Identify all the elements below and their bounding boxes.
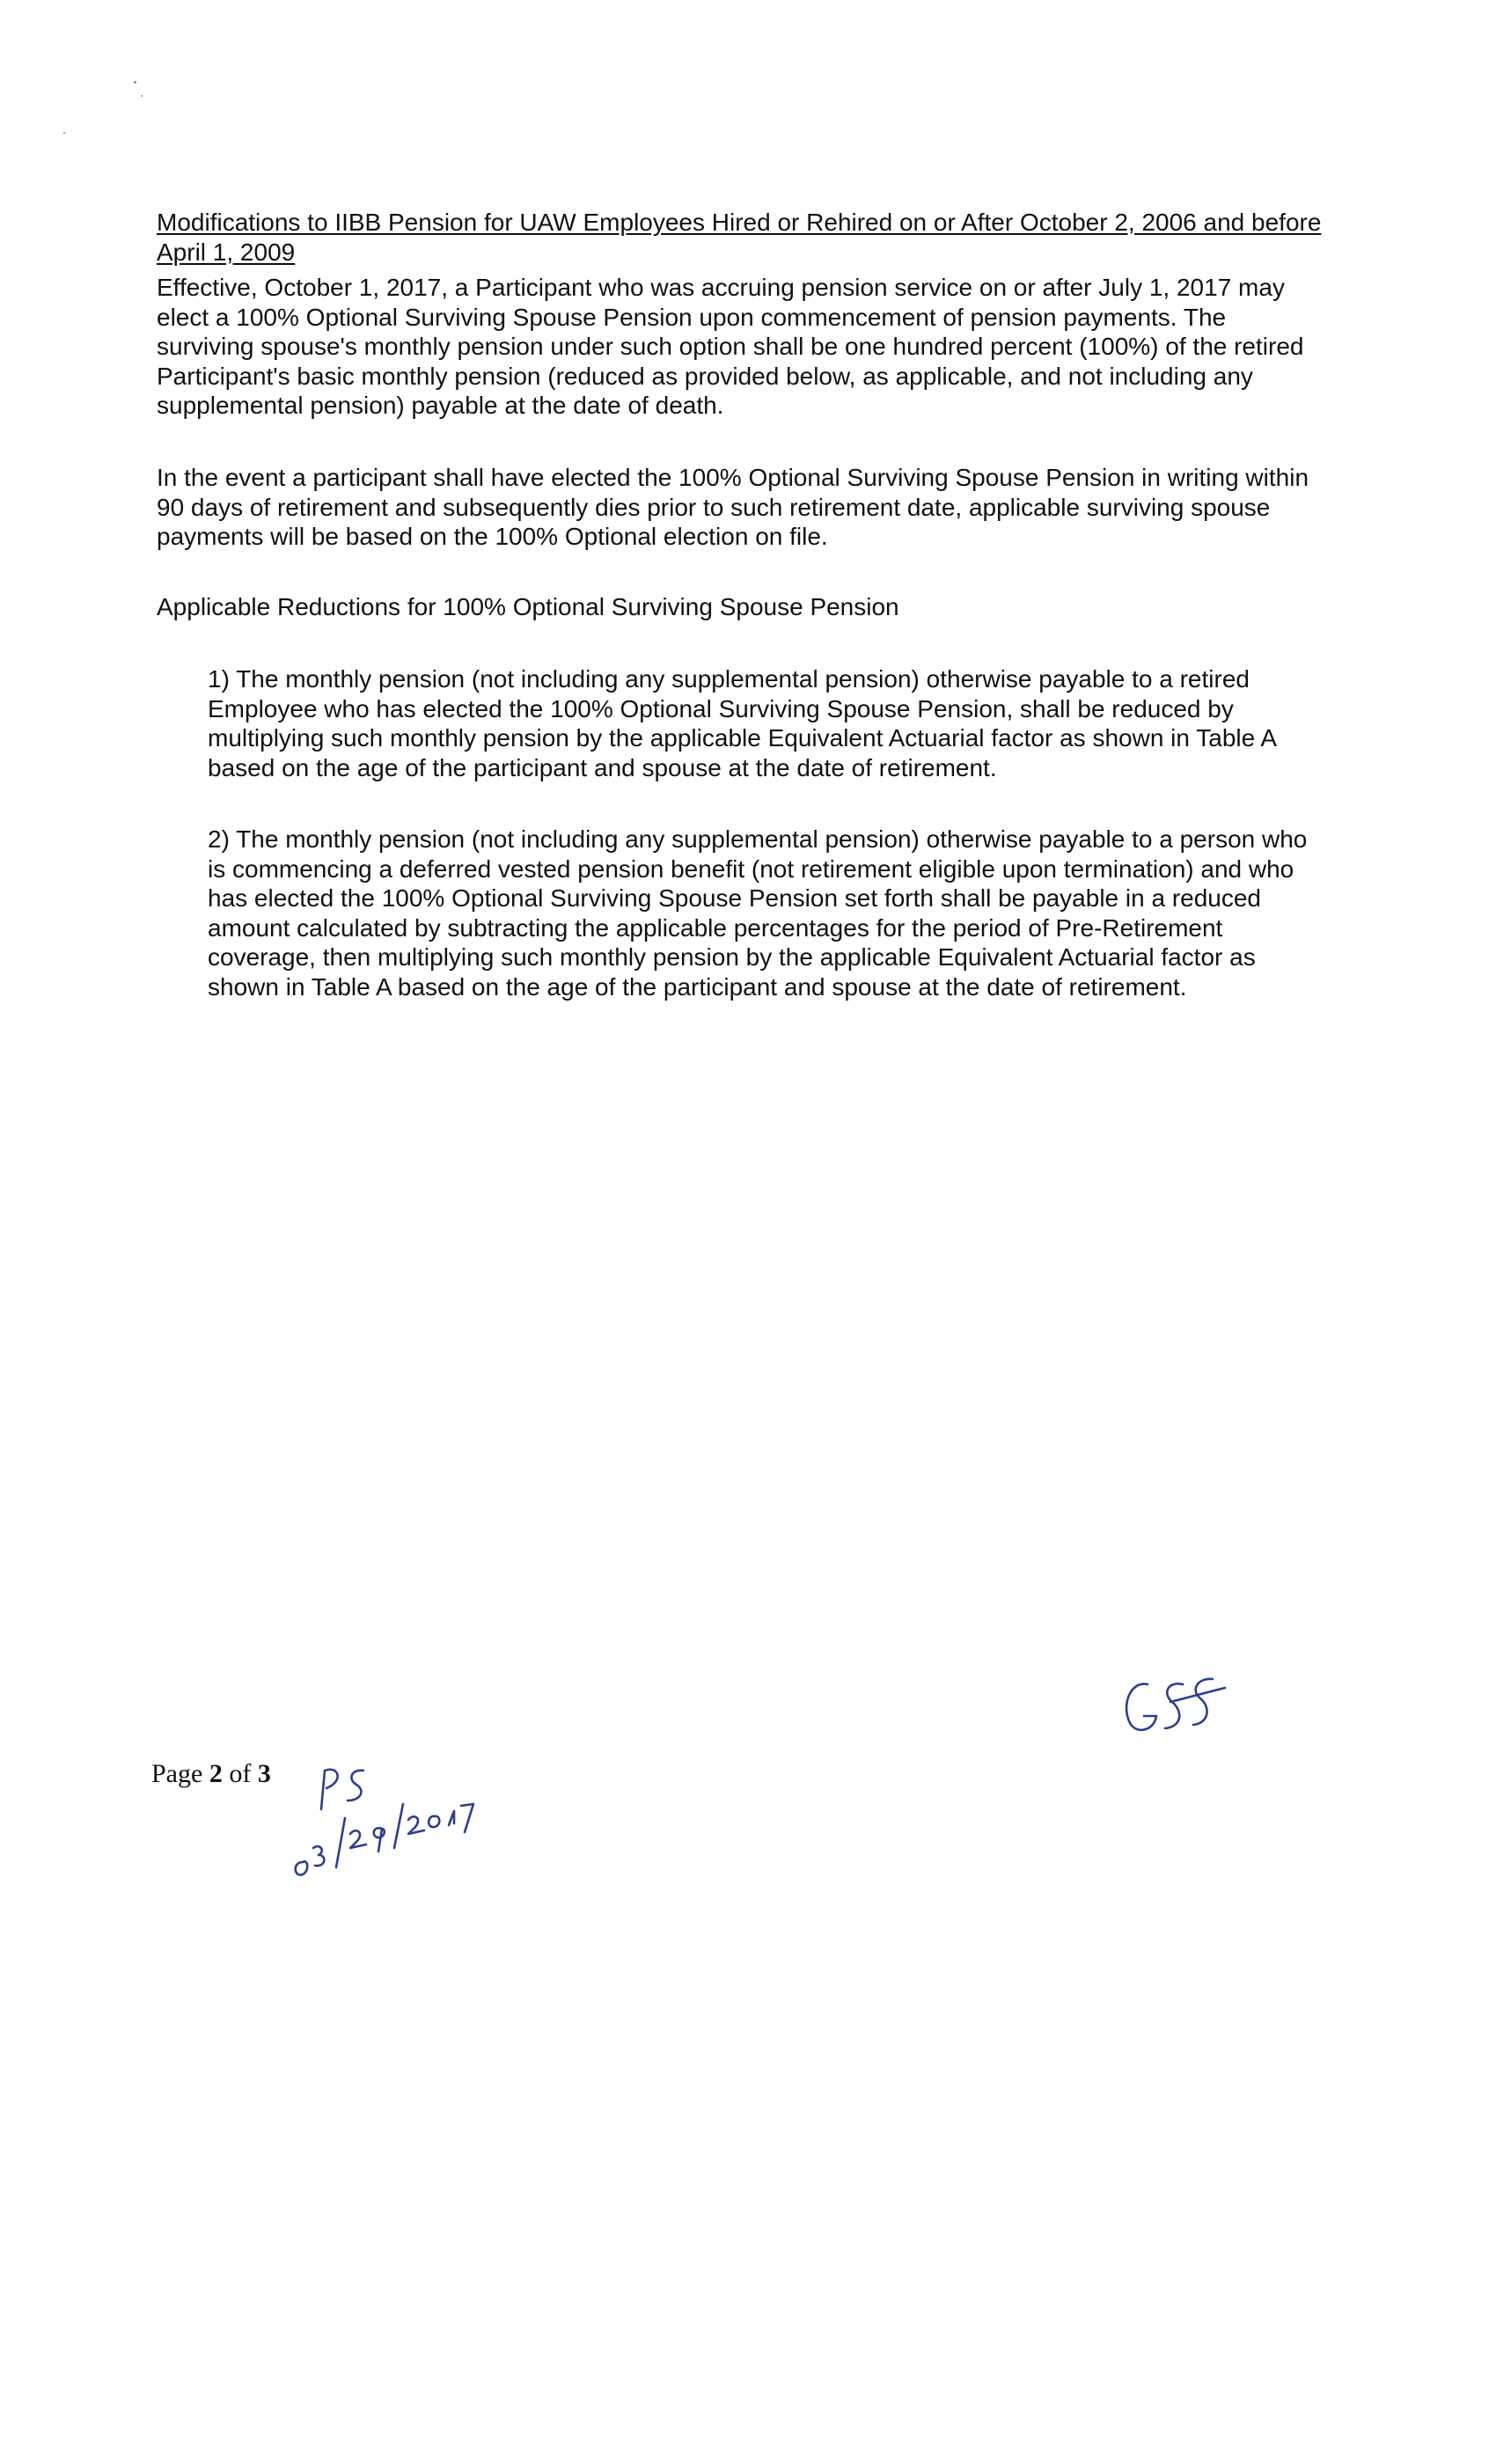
scan-speck xyxy=(134,81,136,84)
document-heading: Modifications to IIBB Pension for UAW Employees Hired or Rehired on or After October 2, 2006 and before April 1, 2009 xyxy=(157,209,1322,266)
page-number-prefix: Page xyxy=(151,1759,209,1788)
page-number-total: 3 xyxy=(257,1759,271,1788)
handwritten-initials-gss xyxy=(1118,1672,1232,1742)
reduction-item-1: 1) The monthly pension (not including any supplemental pension) otherwise payable to a retired Employee who has elected the 100% Optional Surviving Spouse Pension, shall be reduced by multiplying such monthly pension by the applicable Equivalent Actuarial factor as shown in Table A based on the age of the participant and spouse at the date of retirement. xyxy=(208,665,1276,781)
handwritten-date xyxy=(290,1793,475,1881)
scan-speck xyxy=(63,132,65,134)
scan-speck xyxy=(141,95,143,97)
page-number xyxy=(151,1758,271,1790)
in-the-event-paragraph: In the event a participant shall have elected the 100% Optional Surviving Spouse Pension in writing within 90 days of retirement and subsequently dies prior to such retirement date, applicable surviving spouse payments will be based on the 100% Optional election on file. xyxy=(157,464,1309,550)
page-number-separator: of xyxy=(222,1759,258,1788)
reduction-item-2: 2) The monthly pension (not including any supplemental pension) otherwise payable to a person who is commencing a deferred vested pension benefit (not retirement eligible upon termination) and who has elected the 100% Optional Surviving Spouse Pension set forth shall be payable in a reduced amount calculated by subtracting the applicable percentages for the period of Pre-Retirement coverage, then multiplying such monthly pension by the applicable Equivalent Actuarial factor as shown in Table A based on the age of the participant and spouse at the date of retirement. xyxy=(208,825,1308,1001)
effective-paragraph: Effective, October 1, 2017, a Participant who was accruing pension service on or after July 1, 2017 may elect a 100% Optional Surviving Spouse Pension upon commencement of pension payments. The surviving spouse's monthly pension under such option shall be one hundred percent (100%) of the retired Participant's basic monthly pension (reduced as provided below, as applicable, and not including any supplemental pension) payable at the date of death. xyxy=(157,274,1304,419)
page-number-current: 2 xyxy=(209,1759,223,1788)
reductions-heading: Applicable Reductions for 100% Optional Surviving Spouse Pension xyxy=(157,593,899,620)
